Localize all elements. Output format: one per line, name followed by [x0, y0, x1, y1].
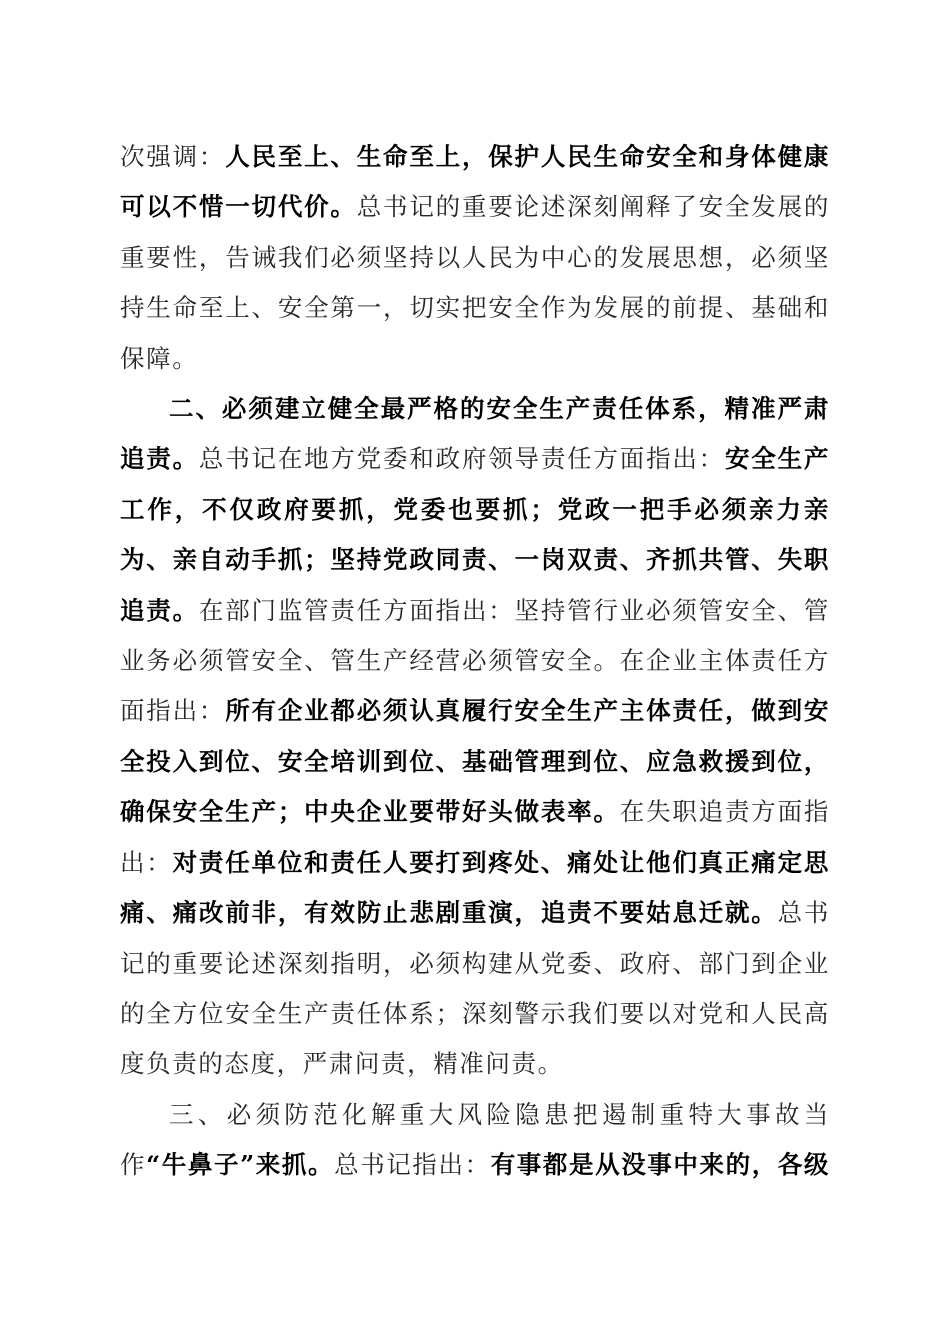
paragraph-3	[120, 1090, 830, 1191]
paragraph-2	[120, 384, 830, 1090]
paragraph-1-quote: 人民至上、生命至上，保护人民生命安全和身体健康可以不惜一切代价。	[120, 142, 830, 222]
paragraph-3-quote: 有事都是从没事中来的，各级	[490, 1150, 831, 1180]
paragraph-2-accountability-intro: 在失职追责方面指出：	[120, 797, 830, 877]
paragraph-2-local-intro: 总书记在地方党委和政府领导责任方面指出：	[198, 444, 725, 474]
paragraph-3-intro: 总书记指出：	[334, 1150, 491, 1180]
paragraph-1	[120, 132, 830, 384]
paragraph-2-commentary: 总书记的重要论述深刻指明，必须构建从党委、政府、部门到企业的全方位安全生产责任体系；深刻警示我们要以对党和人民高度负责的态度，严肃问责，精准问责。	[120, 898, 830, 1079]
paragraph-2-accountability-quote: 对责任单位和责任人要打到疼处、痛处让他们真正痛定思痛、痛改前非，有效防止悲剧重演，追责不要姑息迁就。	[120, 847, 830, 928]
section-2-heading: 二、必须建立健全最严格的安全生产责任体系，精准严肃追责。	[120, 394, 830, 474]
paragraph-2-local-quote: 安全生产工作，不仅政府要抓，党委也要抓；党政一把手必须亲力亲为、亲自动手抓；坚持党政同责、一岗双责、齐抓共管、失职追责。	[120, 444, 830, 625]
section-3-heading: 三、必须防范化解重大风险隐患把遏制重特大事故当作	[120, 1099, 830, 1180]
paragraph-1-commentary: 总书记的重要论述深刻阐释了安全发展的重要性，告诫我们必须坚持以人民为中心的发展思想，必须坚持生命至上、安全第一，切实把安全作为发展的前提、基础和保障。	[120, 192, 830, 373]
paragraph-1-lead-in: 次强调：	[120, 142, 226, 171]
paragraph-2-department-text: 在部门监管责任方面指出：坚持管行业必须管安全、管业务必须管安全、管生产经营必须管安全。在企业主体责任方面指出：	[120, 595, 830, 726]
section-3-heading-emphasis: “牛鼻子”来抓。	[146, 1150, 335, 1180]
paragraph-2-enterprise-quote: 所有企业都必须认真履行安全生产主体责任，做到安全投入到位、安全培训到位、基础管理到位、应急救援到位，确保安全生产；中央企业要带好头做表率。	[120, 696, 830, 827]
